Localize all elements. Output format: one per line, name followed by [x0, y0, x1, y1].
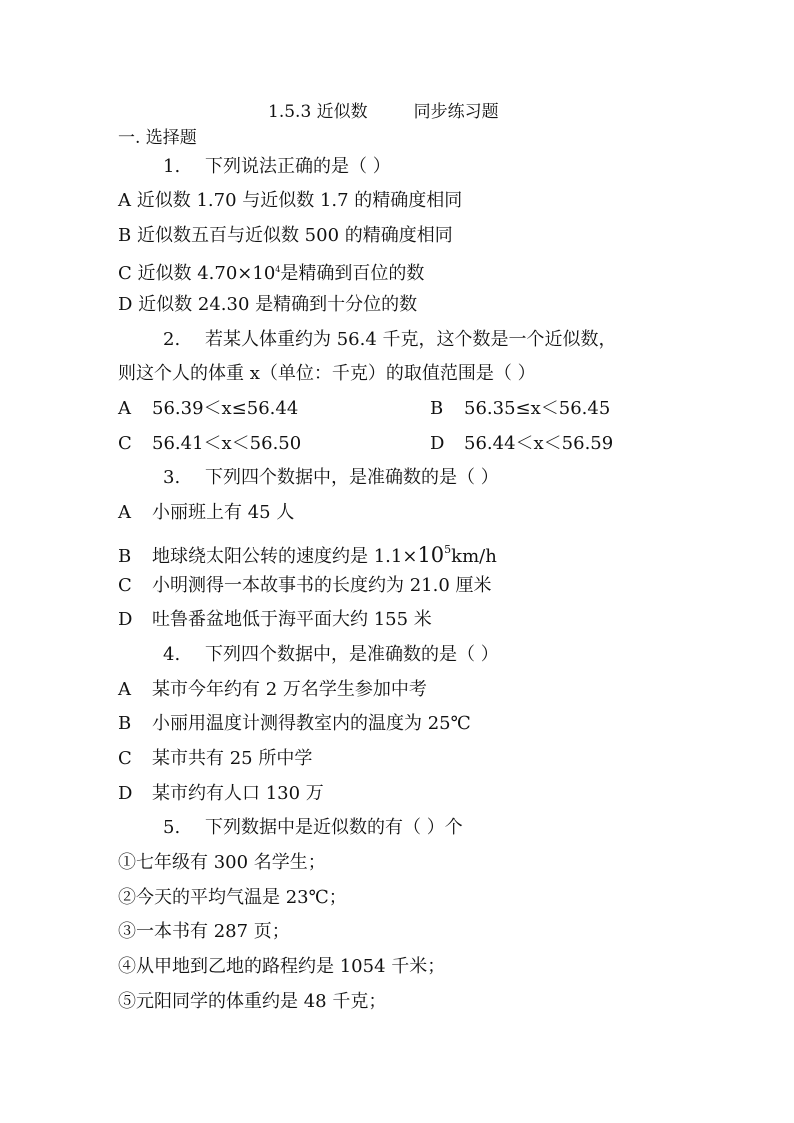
q2-option-a: A 56.39＜x≤56.44: [118, 398, 299, 419]
q4-option-c: C 某市共有 25 所中学: [118, 748, 313, 769]
exponent: 4: [275, 265, 281, 274]
q5-item-2: ②今天的平均气温是 23℃；: [118, 887, 347, 908]
question-5: [163, 816, 463, 840]
question-1: [163, 155, 391, 179]
question-3: [163, 466, 499, 490]
q5-item-1: ①七年级有 300 名学生；: [118, 852, 326, 873]
q3-option-c: C 小明测得一本故事书的长度约为 21.0 厘米: [118, 575, 492, 596]
exponent: 5: [444, 543, 452, 556]
q1-option-d: D 近似数 24.30 是精确到十分位的数: [118, 294, 418, 315]
question-text: 下列四个数据中，是准确数的是（ ）: [205, 467, 499, 488]
q2-option-d: D 56.44＜x＜56.59: [430, 433, 614, 454]
q4-option-b: B 小丽用温度计测得教室内的温度为 25℃: [118, 713, 471, 734]
q4-option-d: D 某市约有人口 130 万: [118, 783, 324, 804]
question-number: 2.: [163, 329, 181, 350]
question-2: [163, 328, 617, 352]
title-main: 1.5.3 近似数: [268, 102, 368, 122]
q2-option-c: C 56.41＜x＜56.50: [118, 433, 302, 454]
page-title: [268, 100, 499, 124]
question-text: 下列说法正确的是（ ）: [205, 156, 391, 177]
q4-option-a: A 某市今年约有 2 万名学生参加中考: [118, 679, 427, 700]
section-heading: 一. 选择题: [118, 128, 197, 148]
question-number: 3.: [163, 467, 181, 488]
q2-option-b: B 56.35≤x＜56.45: [430, 398, 611, 419]
q1-option-a: A 近似数 1.70 与近似数 1.7 的精确度相同: [118, 190, 463, 211]
q3-option-a: A 小丽班上有 45 人: [118, 502, 295, 523]
title-sub: 同步练习题: [413, 102, 499, 122]
q1-option-c: C 近似数 $4.70\times 10^4$是精确到百位的数: [118, 263, 425, 284]
q3-option-b: B 地球绕太阳公转的速度约是 $1.1\times 10^5km/h$: [118, 543, 497, 567]
question-number: 5.: [163, 817, 181, 838]
question-number: 1.: [163, 156, 181, 177]
q3-option-d: D 吐鲁番盆地低于海平面大约 155 米: [118, 609, 432, 630]
q5-item-3: ③一本书有 287 页；: [118, 921, 290, 942]
question-number: 4.: [163, 644, 181, 665]
q1-option-b: B 近似数五百与近似数 500 的精确度相同: [118, 225, 453, 246]
question-text: 下列数据中是近似数的有（ ）个: [205, 817, 463, 838]
question-text: 若某人体重约为 56.4 千克，这个数是一个近似数，: [205, 329, 617, 350]
q5-item-5: ⑤元阳同学的体重约是 48 千克；: [118, 991, 387, 1012]
question-4: [163, 643, 499, 667]
q5-item-4: ④从甲地到乙地的路程约是 1054 千米；: [118, 956, 446, 977]
question-2-continued: 则这个人的体重 x（单位：千克）的取值范围是（ ）: [118, 363, 536, 384]
question-text: 下列四个数据中，是准确数的是（ ）: [205, 644, 499, 665]
